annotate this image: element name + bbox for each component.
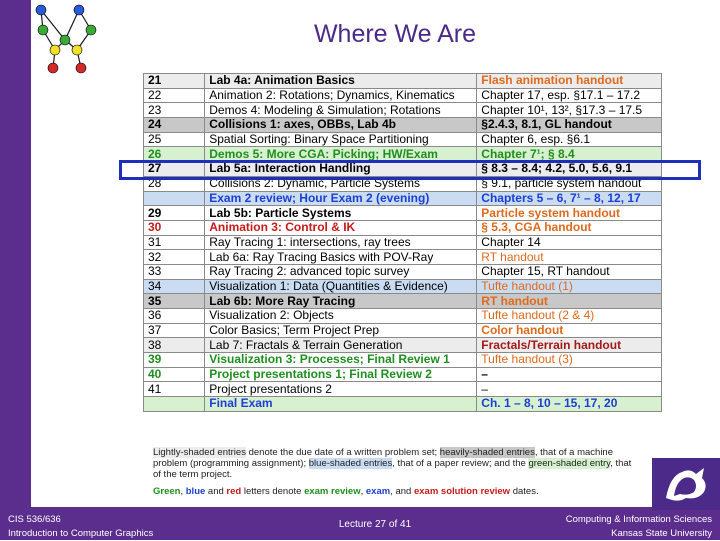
lecture-num: 30 bbox=[144, 220, 205, 235]
lecture-topic: Collisions 1: axes, OBBs, Lab 4b bbox=[205, 118, 477, 133]
lecture-reading: Tufte handout (3) bbox=[477, 353, 662, 368]
lecture-num: 38 bbox=[144, 338, 205, 353]
university-name: Kansas State University bbox=[611, 528, 712, 539]
legend-text: , bbox=[180, 486, 186, 497]
course-number: CIS 536/636 bbox=[8, 514, 61, 525]
legend-exam-solution-review: exam solution review bbox=[413, 486, 511, 497]
lecture-reading: RT handout bbox=[477, 250, 662, 265]
lecture-num: 34 bbox=[144, 279, 205, 294]
current-lecture-highlight bbox=[119, 160, 701, 180]
lecture-num: 40 bbox=[144, 367, 205, 382]
kansas-state-powercat-logo bbox=[652, 458, 720, 510]
legend-green-word: Green bbox=[153, 486, 181, 497]
schedule-row bbox=[144, 279, 662, 294]
schedule-row bbox=[144, 397, 662, 412]
schedule-row bbox=[144, 118, 662, 133]
lecture-num: 28 bbox=[144, 176, 205, 191]
schedule-row bbox=[144, 382, 662, 397]
schedule-row bbox=[144, 220, 662, 235]
lecture-reading: Chapter 14 bbox=[477, 235, 662, 250]
lecture-topic: Spatial Sorting: Binary Space Partitioning bbox=[205, 132, 477, 147]
schedule-row bbox=[144, 132, 662, 147]
lecture-topic: Project presentations 2 bbox=[205, 382, 477, 397]
lecture-reading: Ch. 1 – 8, 10 – 15, 17, 20 bbox=[477, 397, 662, 412]
lecture-reading: Fractals/Terrain handout bbox=[477, 338, 662, 353]
legend-exam-review: exam review bbox=[304, 486, 361, 497]
lecture-reading: §2.4.3, 8.1, GL handout bbox=[477, 118, 662, 133]
lecture-num: 29 bbox=[144, 206, 205, 221]
left-purple-bar bbox=[0, 0, 31, 540]
schedule-row bbox=[144, 235, 662, 250]
legend-green-shaded: green-shaded entry bbox=[528, 458, 611, 469]
lecture-topic: Collisions 2: Dynamic, Particle Systems bbox=[205, 176, 477, 191]
lecture-num: 21 bbox=[144, 74, 205, 89]
tree-diagram-logo bbox=[25, 0, 105, 80]
lecture-reading: RT handout bbox=[477, 294, 662, 309]
footer-course bbox=[8, 513, 153, 541]
legend-blue-word: blue bbox=[185, 486, 206, 497]
lecture-num: 33 bbox=[144, 264, 205, 279]
legend-line-2 bbox=[153, 486, 641, 497]
lecture-reading: – bbox=[477, 367, 662, 382]
schedule-row bbox=[144, 250, 662, 265]
lecture-topic: Lab 6b: More Ray Tracing bbox=[205, 294, 477, 309]
schedule-table bbox=[143, 73, 662, 412]
lecture-num: 23 bbox=[144, 103, 205, 118]
lecture-reading: Chapter 17, esp. §17.1 – 17.2 bbox=[477, 88, 662, 103]
lecture-topic: Lab 7: Fractals & Terrain Generation bbox=[205, 338, 477, 353]
lecture-num: 26 bbox=[144, 147, 205, 162]
lecture-topic: Demos 4: Modeling & Simulation; Rotations bbox=[205, 103, 477, 118]
lecture-reading: Chapter 7¹; § 8.4 bbox=[477, 147, 662, 162]
lecture-reading: Chapters 5 – 6, 7¹ – 8, 12, 17 bbox=[477, 191, 662, 206]
lecture-topic: Ray Tracing 2: advanced topic survey bbox=[205, 264, 477, 279]
schedule-row bbox=[144, 294, 662, 309]
legend-exam: exam bbox=[365, 486, 391, 497]
lecture-num bbox=[144, 191, 205, 206]
legend-text: , that of a machine problem (programming assignment); bbox=[153, 447, 614, 469]
lecture-topic: Project presentations 1; Final Review 2 bbox=[205, 367, 477, 382]
legend-text: , bbox=[360, 486, 366, 497]
lecture-topic: Visualization 1: Data (Quantities & Evidence) bbox=[205, 279, 477, 294]
schedule-row bbox=[144, 309, 662, 324]
schedule-row bbox=[144, 103, 662, 118]
lecture-num bbox=[144, 397, 205, 412]
lecture-reading: Chapter 6, esp. §6.1 bbox=[477, 132, 662, 147]
schedule-row bbox=[144, 74, 662, 89]
department-name: Computing & Information Sciences bbox=[565, 514, 712, 525]
lecture-reading: § 9.1, particle system handout bbox=[477, 176, 662, 191]
legend-text: , that of a paper review; and the bbox=[392, 458, 529, 469]
schedule-row bbox=[144, 353, 662, 368]
lecture-reading: Chapter 10¹, 13², §17.3 – 17.5 bbox=[477, 103, 662, 118]
schedule-row bbox=[144, 264, 662, 279]
lecture-topic: Lab 6a: Ray Tracing Basics with POV-Ray bbox=[205, 250, 477, 265]
lecture-reading: Flash animation handout bbox=[477, 74, 662, 89]
lecture-topic: Exam 2 review; Hour Exam 2 (evening) bbox=[205, 191, 477, 206]
lecture-num: 24 bbox=[144, 118, 205, 133]
lecture-reading: Color handout bbox=[477, 323, 662, 338]
footer-department bbox=[566, 513, 712, 541]
lecture-num: 39 bbox=[144, 353, 205, 368]
legend-text: and bbox=[205, 486, 227, 497]
schedule-row bbox=[144, 367, 662, 382]
lecture-num: 41 bbox=[144, 382, 205, 397]
legend-light-shaded: Lightly-shaded entries bbox=[153, 447, 246, 458]
lecture-reading: Particle system handout bbox=[477, 206, 662, 221]
schedule-row bbox=[144, 191, 662, 206]
lecture-num: 27 bbox=[144, 162, 205, 177]
lecture-topic: Visualization 3: Processes; Final Review 1 bbox=[205, 353, 477, 368]
lecture-reading: Tufte handout (2 & 4) bbox=[477, 309, 662, 324]
schedule-row bbox=[144, 338, 662, 353]
lecture-num: 22 bbox=[144, 88, 205, 103]
schedule-row bbox=[144, 206, 662, 221]
lecture-topic: Animation 2: Rotations; Dynamics, Kinematics bbox=[205, 88, 477, 103]
legend-line-1 bbox=[153, 447, 641, 480]
legend-red-word: red bbox=[226, 486, 242, 497]
lecture-reading: – bbox=[477, 382, 662, 397]
lecture-topic: Color Basics; Term Project Prep bbox=[205, 323, 477, 338]
lecture-num: 35 bbox=[144, 294, 205, 309]
lecture-num: 31 bbox=[144, 235, 205, 250]
lecture-num: 37 bbox=[144, 323, 205, 338]
lecture-topic: Visualization 2: Objects bbox=[205, 309, 477, 324]
legend-text: , that of the term project. bbox=[153, 458, 632, 480]
lecture-num: 32 bbox=[144, 250, 205, 265]
lecture-reading: Chapter 15, RT handout bbox=[477, 264, 662, 279]
lecture-num: 36 bbox=[144, 309, 205, 324]
legend-text: , and bbox=[390, 486, 414, 497]
legend-text: dates. bbox=[510, 486, 539, 497]
lecture-reading: § 5.3, CGA handout bbox=[477, 220, 662, 235]
legend-text: letters denote bbox=[241, 486, 305, 497]
schedule-row bbox=[144, 88, 662, 103]
lecture-num: 25 bbox=[144, 132, 205, 147]
legend-text: denote the due date of a written problem set; bbox=[245, 447, 440, 458]
lecture-topic: Lab 5a: Interaction Handling bbox=[205, 162, 477, 177]
slide-title: Where We Are bbox=[313, 20, 477, 48]
legend-blue-shaded: blue-shaded entries bbox=[308, 458, 393, 469]
lecture-topic: Lab 4a: Animation Basics bbox=[205, 74, 477, 89]
lecture-reading: Tufte handout (1) bbox=[477, 279, 662, 294]
lecture-topic: Demos 5: More CGA: Picking; HW/Exam bbox=[205, 147, 477, 162]
lecture-topic: Ray Tracing 1: intersections, ray trees bbox=[205, 235, 477, 250]
schedule-row bbox=[144, 323, 662, 338]
lecture-topic: Animation 3: Control & IK bbox=[205, 220, 477, 235]
legend-heavy-shaded: heavily-shaded entries bbox=[439, 447, 535, 458]
lecture-topic: Final Exam bbox=[205, 397, 477, 412]
lecture-number: Lecture 27 of 41 bbox=[338, 519, 412, 530]
course-title: Introduction to Computer Graphics bbox=[8, 528, 154, 539]
lecture-topic: Lab 5b: Particle Systems bbox=[205, 206, 477, 221]
lecture-reading: § 8.3 – 8.4; 4.2, 5.0, 5.6, 9.1 bbox=[477, 162, 662, 177]
legend-note bbox=[153, 447, 641, 497]
